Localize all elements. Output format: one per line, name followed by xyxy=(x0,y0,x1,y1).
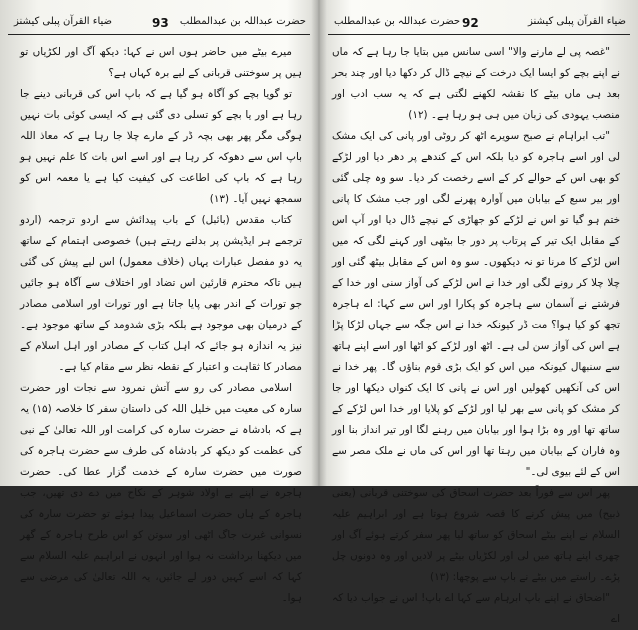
paragraph: "تب ابراہام نے صبح سویرے اٹھ کر روٹی اور پانی کی ایک مشک لی اور اسے ہاجرہ کو دیا بلکہ اس کے کندھے پر دھر دیا اور لڑکے کو بھی اس کے حوالے کر کے اسے رخصت کر دیا۔ سو وہ چلی گئی اور بیر سبع کے بیابان میں آوارہ پھرنے لگی اور جب مشک کا پانی ختم ہو گیا تو اس نے لڑکے کو جھاڑی کے نیچے ڈال دیا اور آپ اس کے مقابل ایک تیر کے پرتاب پر دور جا بیٹھی اور کہنے لگی کہ میں اس لڑکے کا مرنا تو نہ دیکھوں۔ سو وہ اس کے مقابل بیٹھ گئی اور چلا چلا کر رونے لگی اور خدا نے اس لڑکے کی آواز سنی اور خدا کے فرشتے نے آسمان سے ہاجرہ کو پکارا اور اس سے کہا: اے ہاجرہ تجھ کو کیا ہوا؟ مت ڈر کیونکہ خدا نے اس جگہ سے جہاں لڑکا پڑا ہے اس کی آواز سن لی ہے۔ اٹھ اور لڑکے کو اٹھا اور اسے اپنے ہاتھ سے سنبھال کیونکہ میں اس کو ایک بڑی قوم بناؤں گا۔ پھر خدا نے اس کی آنکھیں کھولیں اور اس نے پانی کا ایک کنواں دیکھا اور جا کر مشک کو پانی سے بھر لیا اور لڑکے کو پلایا اور خدا اس لڑکے کے ساتھ تھا اور وہ بڑا ہوا اور بیابان میں رہنے لگا اور تیر انداز بنا اور وہ فاران کے بیابان میں رہتا تھا اور اس کی ماں نے ملک مصر سے اس کے لئے بیوی لی۔" xyxy=(332,130,620,478)
book-gutter xyxy=(311,0,327,486)
paragraph: اسلامی مصادر کی رو سے آتش نمرود سے نجات اور حضرت سارہ کی معیت میں خلیل اللہ کی داستان سفر کا خلاصہ (۱۵) یہ ہے کہ بادشاہ نے حضرت سارہ کی کرامت اور اللہ تعالیٰ کے نبی کی عظمت کو دیکھ کر بادشاہ کی طرف سے حضرت ہاجرہ کی صورت میں حضرت سارہ کے خدمت گزار عطا کی۔ حضرت ہاجرہ نے اپنے بے اولاد شوہر کے نکاح میں دے دی تھیں، جب ہاجرہ کے ہاں حضرت اسماعیل پیدا ہوئے تو حضرت سارہ کی نسوانی غیرت جاگ اٹھی اور سوتن کو اس طرح ہاجرہ کے گھر میں دیکھنا برداشت نہ ہوا اور انہوں نے ابراہیم علیہ السلام سے کہا کہ اسے کہیں دور لے جائیں، یہ اللہ تعالیٰ کی مرضی سے ہوا۔ xyxy=(20,382,302,604)
left-header-title: حضرت عبداللہ بن عبدالمطلب xyxy=(179,16,306,27)
left-page-number: 93 xyxy=(152,16,169,30)
left-page-header xyxy=(8,14,310,34)
right-page-header xyxy=(328,14,630,34)
paragraph: میرے بیٹے میں حاضر ہوں اس نے کہا: دیکھ آگ اور لکڑیاں تو ہیں پر سوختنی قربانی کے لیے برہ کہاں ہے؟ xyxy=(20,46,302,79)
header-rule xyxy=(8,34,310,35)
left-header-publisher: ضیاء القرآن پبلی کیشنز xyxy=(14,16,112,27)
right-header-title: حضرت عبداللہ بن عبدالمطلب xyxy=(334,16,461,27)
header-rule xyxy=(328,34,630,35)
paragraph: تو گویا بچے کو آگاہ ہو گیا ہے کہ باپ اس کی قربانی دینے جا رہا ہے اور یا بچے کو تسلی دی گئی ہے کہ ایسی کوئی بات نہیں ہوگی مگر پھر بھی بچہ ڈر کے مارے چلا جا رہا ہے کہ معاذ اللہ باپ اس سے دھوکہ کر رہا ہے اور اسے اس بات کا علم نہیں ہو رہا ہے کہ باپ کی اطاعت کی کیفیت کیا ہے یا معمہ اس کو سمجھ نہیں آیا۔ (۱۳) xyxy=(20,88,302,205)
right-page xyxy=(320,0,638,625)
paragraph: "اضحاق نے اپنے باپ ابرہام سے کہا اے باپ! اس نے جواب دیا کہ اے xyxy=(332,592,620,625)
paragraph: "غصہ پی لے مارنے والا" اسی سانس میں بتایا جا رہا ہے کہ ماں نے اپنے بچے کو ایسا ایک درخت کے نیچے ڈال کر دکھا دیا اور چند بحر بعد ہی ماں بیٹے کا نقشہ لکھنے لگتی ہے کہ یہ سب ادب اور منصب یہودی کی زبان میں ہی ہو رہا ہے۔ (۱۲) xyxy=(332,46,620,121)
right-page-body xyxy=(332,42,620,625)
left-page-body xyxy=(20,42,302,604)
right-header-publisher: ضیاء القرآن پبلی کیشنز xyxy=(528,16,626,27)
left-page xyxy=(0,0,318,604)
paragraph: کتاب مقدس (بائبل) کے باب پیدائش سے اردو ترجمہ (اردو ترجمے ہر ایڈیشن پر بدلتے رہتے ہیں) خصوصی اہتمام کے ساتھ یہ دو مفصل عبارات یہاں (خلاف معمول) اس لیے پیش کی گئی ہیں تاکہ محترم قارئین اس تضاد اور اختلاف سے آگاہ ہو جائیں جو تورات کے اندر بھی پایا جاتا ہے اور تورات اور اسلامی مصادر کے درمیان بھی موجود ہے بلکہ بڑی شدومد کے ساتھ موجود ہے۔ نیز یہ اندازہ ہو جائے کہ اہل کتاب کے مصادر اور اہل اسلام کے مصادر کا ثقاہت و اعتبار کے نقطہ نظر سے مقام کیا ہے۔ xyxy=(20,214,302,373)
paragraph: پھر اس سے فوراً بعد حضرت اسحاق کی سوختنی قربانی (یعنی ذبیح) میں پیش کرنے کا قصہ شروع ہوتا ہے اور ابراہیم علیہ السلام نے اپنے بیٹے اسحاق کو ساتھ لیا پھر سفر کرتے ہوئے آگ اور چھری اپنے ہاتھ میں لی اور لکڑیاں بیٹے پر لادیں اور وہ دونوں چل پڑے۔ راستے میں بیٹے نے باپ سے پوچھا: (۱۳) xyxy=(332,487,620,583)
right-page-number: 92 xyxy=(462,16,479,30)
